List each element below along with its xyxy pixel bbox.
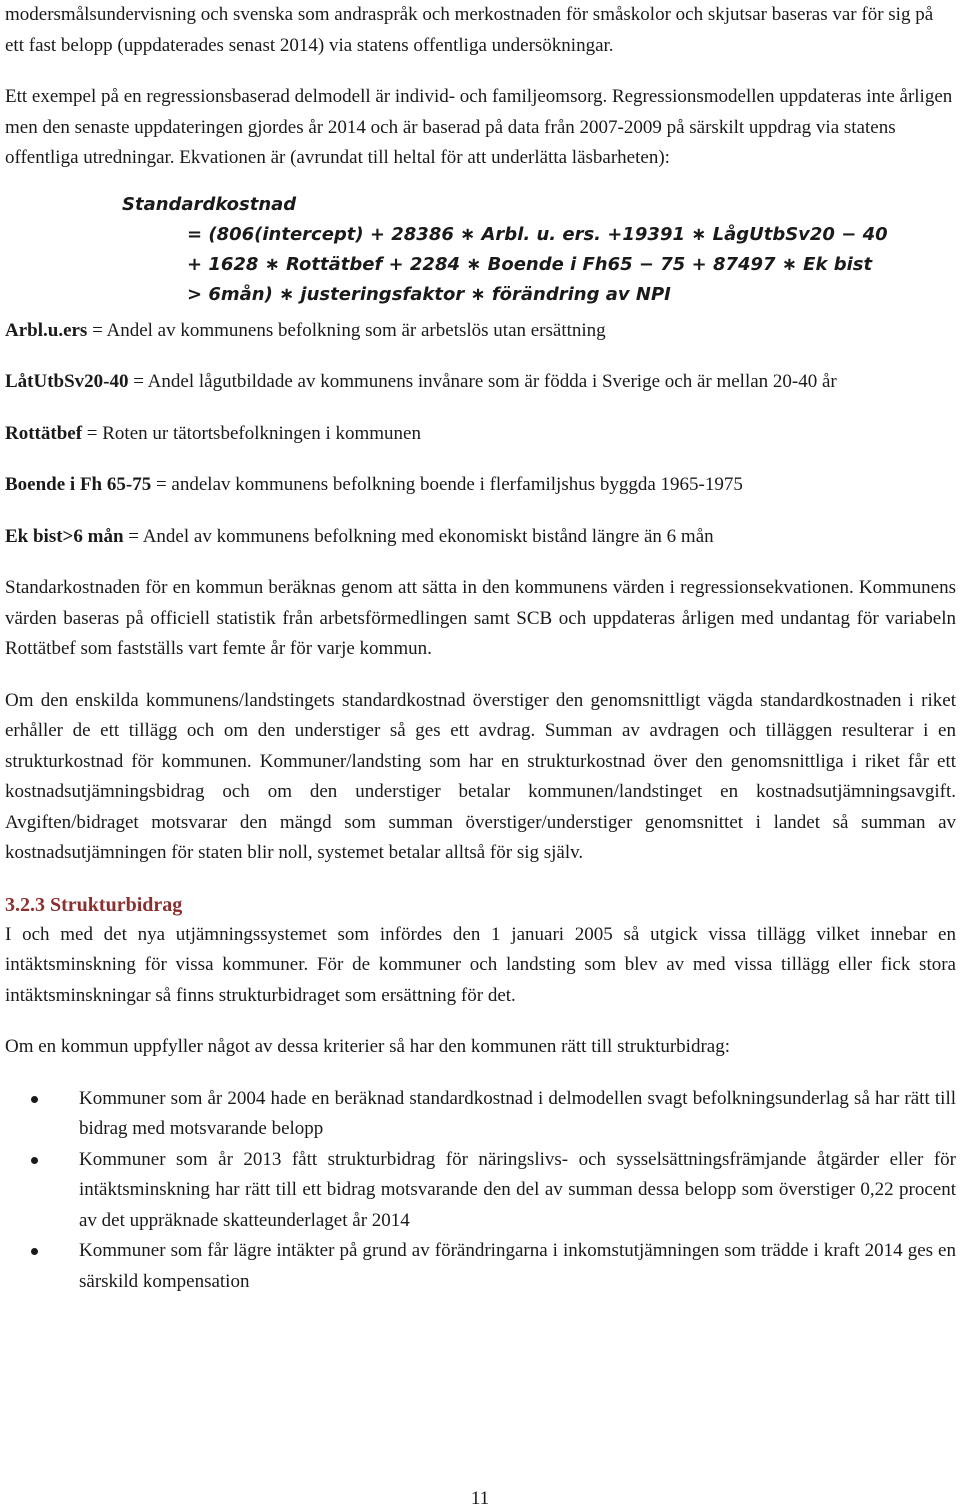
list-item-text: Kommuner som år 2013 fått strukturbidrag för näringslivs- och sysselsättningsfrämjande åtgärder eller för intäktsminskning har rätt till ett bidrag motsvarande den del av summan dessa belopp som överstiger 0,22 procent av det uppräknade skatteunderlaget år 2014 — [79, 1148, 956, 1231]
list-item — [5, 1084, 956, 1145]
definition-text: = Andel av kommunens befolkning som är arbetslös utan ersättning — [87, 319, 606, 341]
list-item — [5, 1236, 956, 1297]
definition-text: = andelav kommunens befolkning boende i flerfamiljshus byggda 1965-1975 — [151, 474, 743, 495]
regression-formula — [5, 190, 956, 312]
intro-paragraph-2: Ett exempel på en regressionsbaserad delmodell är individ- och familjeomsorg. Regressionsmodellen uppdateras inte årligen men den senaste uppdateringen gjordes år 2014 och är baserad på data från 2007-2009 på särskilt uppdrag via statens offentliga utredningar. Ekvationen är (avrundat till heltal för att underlätta läsbarheten): — [5, 86, 953, 168]
intro-paragraph-1: modersmålsundervisning och svenska som andraspråk och merkostnaden för småskolor och skjutsar baseras var för sig på ett fast belopp (uppdaterades senast 2014) via statens offentliga undersökningar. — [5, 4, 934, 56]
list-item-text: Kommuner som år 2004 hade en beräknad standardkostnad i delmodellen svagt befolkningsunderlag så har rätt till bidrag med motsvarande belopp — [79, 1087, 956, 1139]
bullet-icon — [31, 1157, 38, 1164]
formula-line-3: + 1628 ∗ Rottätbef + 2284 ∗ Boende i Fh65 − 75 + 87497 ∗ Ek bist — [187, 253, 873, 275]
document-page — [5, 0, 956, 1297]
definition-term: LåtUtbSv20-40 — [5, 371, 129, 392]
definition-lagutb — [5, 367, 956, 398]
section-heading: 3.2.3 Strukturbidrag — [5, 893, 183, 916]
definition-text: = Andel av kommunens befolkning med ekonomiskt bistånd längre än 6 mån — [123, 525, 714, 547]
definition-boende — [5, 470, 956, 501]
definition-rottatbef — [5, 419, 956, 450]
formula-line-4: > 6mån) ∗ justeringsfaktor ∗ förändring av NPI — [187, 283, 671, 305]
page-number: 11 — [470, 1488, 490, 1509]
bullet-icon — [31, 1248, 38, 1255]
definition-text: = Andel lågutbildade av kommunens invånare som är födda i Sverige och är mellan 20-40 år — [128, 371, 837, 392]
formula-line-1: Standardkostnad — [122, 193, 297, 215]
criteria-list — [5, 1084, 956, 1298]
body-paragraph-standardkostnad: Standarkostnaden för en kommun beräknas genom att sätta in den kommunens värden i regressionsekvationen. Kommunens värden baseras på officiell statistik från arbetsförmedlingen samt SCB och uppdateras årligen med undantag för variabeln Rottätbef som fastställs vart femte år för varje kommun. — [5, 577, 956, 659]
section-paragraph-intro: I och med det nya utjämningssystemet som infördes den 1 januari 2005 så utgick vissa tillägg vilket innebar en intäktsminskning för vissa kommuner. För de kommuner och landsting som blev av med vissa tillägg eller fick stora intäktsminskningar så finns strukturbidraget som ersättning för det. — [5, 923, 956, 1006]
formula-line-2: = (806(intercept) + 28386 ∗ Arbl. u. ers. +19391 ∗ LågUtbSv20 − 40 — [187, 223, 888, 245]
list-item — [5, 1145, 956, 1237]
definition-term: Boende i Fh 65-75 — [5, 474, 152, 495]
section-paragraph-criteria: Om en kommun uppfyller något av dessa kriterier så har den kommunen rätt till strukturbidrag: — [5, 1036, 730, 1057]
definition-arbl — [5, 316, 956, 347]
definition-term: Arbl.u.ers — [5, 319, 88, 341]
definition-ekbist — [5, 522, 956, 553]
definition-term: Ek bist>6 mån — [5, 525, 124, 547]
definition-term: Rottätbef — [5, 422, 83, 444]
body-paragraph-strukturkostnad: Om den enskilda kommunens/landstingets standardkostnad överstiger den genomsnittligt vägda standardkostnaden i riket erhåller de ett tillägg och om den understiger så ges ett avdrag. Summan av avdragen och tilläggen resulterar i en strukturkostnad för kommunen. Kommuner/landsting som har en strukturkostnad över den genomsnittliga i riket får ett kostnadsutjämningsbidrag och om den understiger betalar kommunen/landstinget en kostnadsutjämningsavgift. Avgiften/bidraget motsvarar den mängd som summan överstiger/understiger genomsnittet i landet så summan av kostnadsutjämningen för staten blir noll, systemet betalar alltså för sig själv. — [5, 689, 956, 863]
bullet-icon — [31, 1096, 38, 1103]
list-item-text: Kommuner som får lägre intäkter på grund av förändringarna i inkomstutjämningen som trädde i kraft 2014 ges en särskild kompensation — [79, 1240, 956, 1292]
definition-text: = Roten ur tätortsbefolkningen i kommunen — [82, 422, 421, 444]
